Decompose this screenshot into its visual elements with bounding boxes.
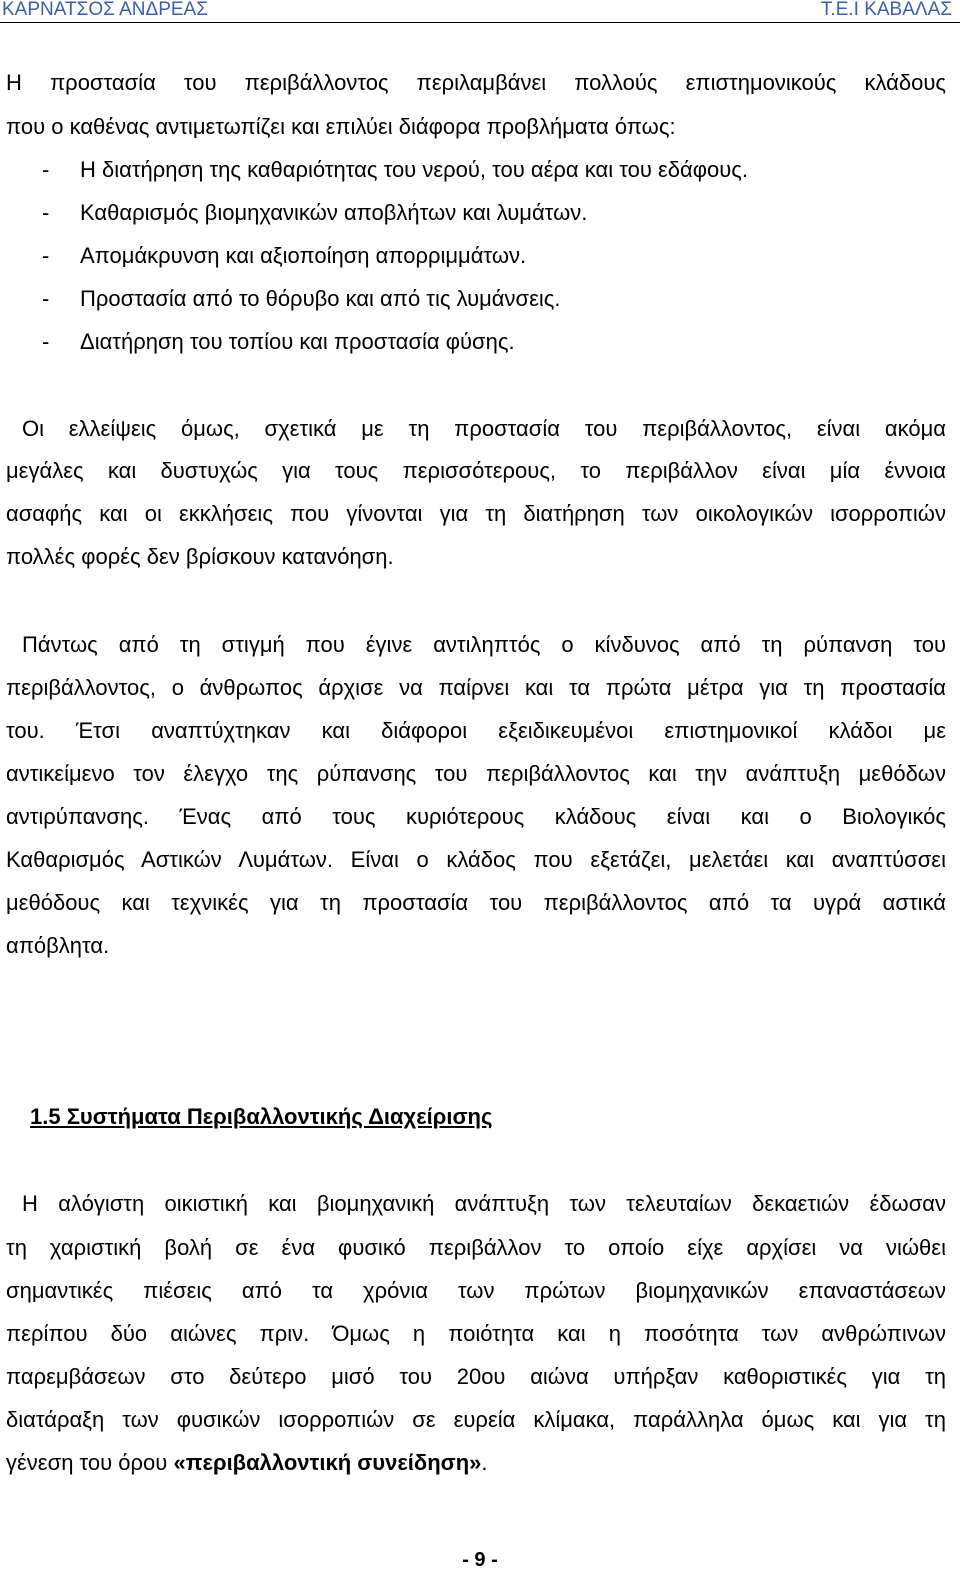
paragraph-line: του. Έτσι αναπτύχτηκαν και διάφοροι εξειδικευμένοι επιστημονικοί κλάδοι με — [6, 718, 946, 743]
paragraph-line: Η αλόγιστη οικιστική και βιομηχανική ανάπτυξη των τελευταίων δεκαετιών έδωσαν — [22, 1191, 946, 1216]
text-segment: . — [481, 1450, 488, 1475]
bullet-dash: - — [42, 286, 50, 311]
bullet-dash: - — [42, 200, 50, 225]
paragraph-line: περιβάλλοντος, ο άνθρωπος άρχισε να παίρνει και τα πρώτα μέτρα για τη προστασία — [6, 675, 946, 700]
bullet-item: Καθαρισμός βιομηχανικών αποβλήτων και λυμάτων. — [80, 200, 588, 225]
paragraph-line: σημαντικές πιέσεις από τα χρόνια των πρώτων βιομηχανικών επαναστάσεων — [6, 1278, 946, 1303]
intro-line-2: που ο καθένας αντιμετωπίζει και επιλύει διάφορα προβλήματα όπως: — [6, 114, 676, 139]
bullet-item: Απομάκρυνση και αξιοποίηση απορριμμάτων. — [80, 243, 527, 268]
page-header — [0, 0, 960, 23]
paragraph-line: περίπου δύο αιώνες πριν. Όμως η ποιότητα και η ποσότητα των ανθρώπινων — [6, 1321, 946, 1346]
bullet-item: Προστασία από το θόρυβο και από τις λυμάνσεις. — [80, 286, 561, 311]
bold-term: «περιβαλλοντική συνείδηση» — [173, 1450, 482, 1475]
paragraph-line: τη χαριστική βολή σε ένα φυσικό περιβάλλον το οποίο είχε αρχίσει να νιώθει — [6, 1235, 946, 1260]
intro-line-1: Η προστασία του περιβάλλοντος περιλαμβάνει πολλούς επιστημονικούς κλάδους — [6, 70, 946, 95]
paragraph-line: μεγάλες και δυστυχώς για τους περισσότερους, το περιβάλλον είναι μία έννοια — [6, 458, 946, 483]
institution-name: Τ.Ε.Ι ΚΑΒΑΛΑΣ — [820, 0, 952, 20]
paragraph-line: μεθόδους και τεχνικές για τη προστασία του περιβάλλοντος από τα υγρά αστικά — [6, 890, 946, 915]
bullet-dash: - — [42, 243, 50, 268]
paragraph-line: Οι ελλείψεις όμως, σχετικά με τη προστασία του περιβάλλοντος, είναι ακόμα — [22, 416, 946, 441]
paragraph-line: Πάντως από τη στιγμή που έγινε αντιληπτός ο κίνδυνος από τη ρύπανση του — [22, 632, 946, 657]
text-segment: γένεση του όρου — [6, 1450, 174, 1475]
bullet-item: Η διατήρηση της καθαριότητας του νερού, του αέρα και του εδάφους. — [80, 157, 748, 182]
paragraph-line: Καθαρισμός Αστικών Λυμάτων. Είναι ο κλάδος που εξετάζει, μελετάει και αναπτύσσει — [6, 847, 946, 872]
bullet-dash: - — [42, 157, 50, 182]
section-heading: 1.5 Συστήματα Περιβαλλοντικής Διαχείρισης — [30, 1104, 493, 1129]
paragraph-line: διατάραξη των φυσικών ισορροπιών σε ευρεία κλίμακα, παράλληλα όμως και για τη — [6, 1407, 946, 1432]
page-number: - 9 - — [462, 1549, 498, 1571]
paragraph-line: αντικείμενο τον έλεγχο της ρύπανσης του περιβάλλοντος και την ανάπτυξη μεθόδων — [6, 761, 946, 786]
bullet-item: Διατήρηση του τοπίου και προστασία φύσης. — [80, 329, 515, 354]
bullet-dash: - — [42, 329, 50, 354]
paragraph-line: πολλές φορές δεν βρίσκουν κατανόηση. — [6, 544, 394, 569]
paragraph-line: αντιρύπανσης. Ένας από τους κυριότερους κλάδους είναι και ο Βιολογικός — [6, 804, 946, 829]
paragraph-line: απόβλητα. — [6, 933, 110, 958]
paragraph-line: ασαφής και οι εκκλήσεις που γίνονται για τη διατήρηση των οικολογικών ισορροπιών — [6, 501, 946, 526]
author-name: ΚΑΡΝΑΤΣΟΣ ΑΝΔΡΕΑΣ — [2, 0, 208, 20]
paragraph-line: παρεμβάσεων στο δεύτερο μισό του 20ου αιώνα υπήρξαν καθοριστικές για τη — [6, 1364, 946, 1389]
paragraph-line — [6, 1450, 946, 1476]
